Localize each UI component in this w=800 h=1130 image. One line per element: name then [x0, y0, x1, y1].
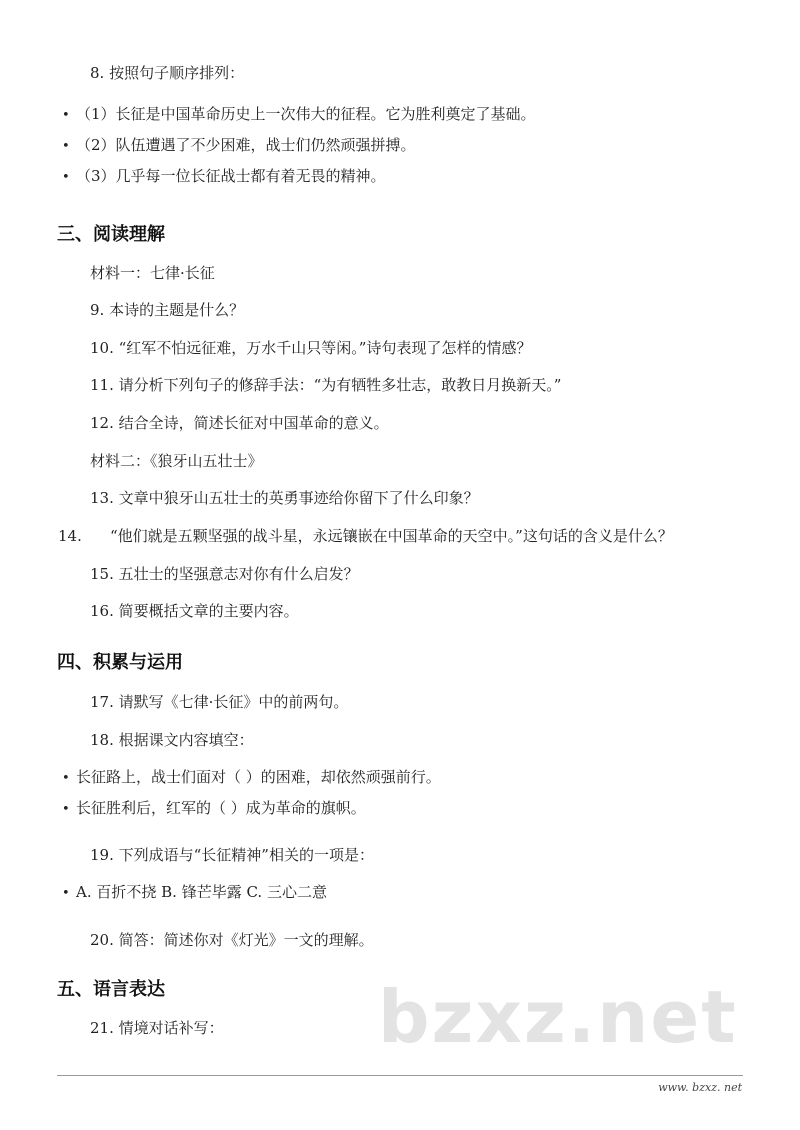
- question-18: 18. 根据课文内容填空：: [90, 731, 254, 749]
- list-item: [62, 798, 366, 820]
- list-item-text: A. 百折不挠 B. 锋芒毕露 C. 三心二意: [76, 883, 327, 901]
- list-item-text: （3）几乎每一位长征战士都有着无畏的精神。: [76, 167, 386, 185]
- list-item: [62, 104, 536, 126]
- section-3-heading: 三、阅读理解: [57, 224, 165, 245]
- question-16: 16. 简要概括文章的主要内容。: [90, 602, 299, 620]
- bullet-icon: •: [62, 802, 70, 817]
- list-item: [62, 767, 441, 789]
- list-item: [62, 882, 327, 904]
- bullet-icon: •: [62, 771, 70, 786]
- watermark: bzxz.net: [378, 975, 738, 1059]
- question-20: 20. 简答：简述你对《灯光》一文的理解。: [90, 931, 374, 949]
- question-12: 12. 结合全诗，简述长征对中国革命的意义。: [90, 414, 389, 432]
- footer-url: www. bzxz. net: [658, 1081, 742, 1094]
- section-5-heading: 五、语言表达: [57, 979, 165, 1000]
- question-10: 10. “红军不怕远征难，万水千山只等闲。”诗句表现了怎样的情感？: [90, 339, 532, 357]
- list-item: [62, 166, 386, 188]
- bullet-icon: •: [62, 108, 70, 123]
- question-14-text: “他们就是五颗坚强的战斗星，永远镶嵌在中国革命的天空中。”这句话的含义是什么？: [110, 527, 673, 545]
- list-item-text: 长征胜利后，红军的（ ）成为革命的旗帜。: [76, 799, 366, 817]
- bullet-icon: •: [62, 886, 70, 901]
- footer-divider: [57, 1075, 743, 1076]
- list-item-text: （2）队伍遭遇了不少困难，战士们仍然顽强拼搏。: [76, 136, 416, 154]
- question-8-label: 8. 按照句子顺序排列：: [90, 64, 245, 82]
- question-15: 15. 五壮士的坚强意志对你有什么启发？: [90, 565, 359, 583]
- question-19: 19. 下列成语与“长征精神”相关的一项是：: [90, 846, 374, 864]
- question-14: [58, 526, 673, 546]
- question-9: 9. 本诗的主题是什么？: [90, 301, 245, 319]
- list-item-text: 长征路上，战士们面对（ ）的困难，却依然顽强前行。: [76, 768, 441, 786]
- question-17: 17. 请默写《七律·长征》中的前两句。: [90, 693, 349, 711]
- material-1-title: 材料一：七律·长征: [90, 264, 215, 282]
- bullet-icon: •: [62, 170, 70, 185]
- list-item: [62, 135, 416, 157]
- material-2-title: 材料二：《狼牙山五壮士》: [90, 452, 263, 470]
- list-item-text: （1）长征是中国革命历史上一次伟大的征程。它为胜利奠定了基础。: [76, 105, 536, 123]
- section-4-heading: 四、积累与运用: [57, 652, 183, 673]
- bullet-icon: •: [62, 139, 70, 154]
- question-11: 11. 请分析下列句子的修辞手法：“为有牺牲多壮志，敢教日月换新天。”: [90, 376, 562, 394]
- question-21: 21. 情境对话补写：: [90, 1019, 224, 1037]
- question-14-number: 14.: [58, 527, 82, 545]
- question-13: 13. 文章中狼牙山五壮士的英勇事迹给你留下了什么印象？: [90, 489, 479, 507]
